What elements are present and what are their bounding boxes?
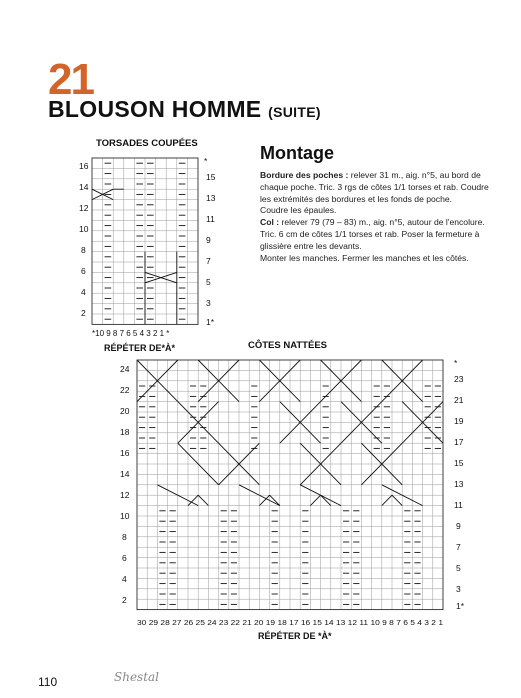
chart2-left-label: 20 — [120, 406, 130, 416]
chart2-right-label: 5 — [456, 563, 461, 573]
cable-stroke — [321, 495, 331, 505]
chart1-left-label: 12 — [79, 203, 89, 213]
chart1-left-label: 14 — [79, 182, 89, 192]
cable-stroke — [310, 495, 320, 505]
montage-heading: Montage — [260, 143, 334, 163]
chart1-right-label: 7 — [206, 256, 211, 266]
cable-stroke — [392, 495, 402, 505]
chart2-right-label: 19 — [454, 416, 464, 426]
chart2-left-label: 18 — [120, 427, 130, 437]
montage-p3-label: Col : — [260, 217, 280, 228]
chart2-right-label: * — [454, 358, 458, 368]
chart2-left-label: 10 — [120, 511, 130, 521]
chart1-left-label: 8 — [81, 245, 86, 255]
chart2-left-label: 16 — [120, 448, 130, 458]
chart2-right-label: 9 — [456, 521, 461, 531]
chart1-right-label: * — [204, 156, 208, 166]
montage-p4: Monter les manches. Fermer les manches et les côtés. — [260, 252, 469, 263]
chart2-left-label: 14 — [120, 469, 130, 479]
chart2-left-label: 2 — [122, 595, 127, 605]
chart1-right-label: 11 — [206, 214, 215, 224]
chart2-right-label: 7 — [456, 542, 461, 552]
chart2-title: CÔTES NATTÉES — [248, 340, 327, 351]
chart2-left-label: 22 — [120, 385, 130, 395]
montage-p2: Coudre les épaules. — [260, 205, 337, 216]
chart2-right-label: 11 — [454, 500, 463, 510]
chart2-repeat: RÉPÉTER DE *À* — [258, 631, 332, 641]
chart1-bottom-labels: *10 9 8 7 6 5 4 3 2 1 * — [92, 329, 170, 338]
chart2-right-label: 13 — [454, 479, 464, 489]
page-title — [48, 96, 321, 125]
montage-text — [260, 170, 500, 264]
chart1-right-label: 13 — [206, 193, 216, 203]
cable-stroke — [198, 495, 208, 505]
title-main: BLOUSON HOMME — [48, 96, 262, 122]
pattern-number: 21 — [48, 55, 93, 104]
chart1-right-label: 1* — [206, 317, 215, 327]
cable-stroke — [270, 495, 280, 505]
chart1-repeat: RÉPÉTER DE*À* — [104, 343, 176, 353]
cable-stroke — [382, 495, 392, 505]
signature: Shestal — [114, 670, 160, 684]
chart2-left-label: 24 — [120, 364, 130, 374]
chart1-right-label: 9 — [206, 235, 211, 245]
chart1-right-label: 3 — [206, 298, 211, 308]
chart1-left-label: 2 — [81, 308, 86, 318]
chart1-left-label: 4 — [81, 287, 86, 297]
montage-p1-text: relever 31 m., aig. n°5, au bord de chaque poche. Tric. 3 rgs de côtes 1/1 torses et rab. Coudre les extrémités des bordures et les fonds de poche. — [260, 170, 489, 204]
chart2-left-label: 12 — [120, 490, 130, 500]
chart2-right-label: 15 — [454, 458, 464, 468]
chart2-right-label: 1* — [456, 601, 465, 611]
chart2-right-label: 17 — [454, 437, 464, 447]
chart2-right-label: 21 — [454, 395, 464, 405]
chart1-left-label: 16 — [79, 161, 89, 171]
chart2-left-label: 8 — [122, 532, 127, 542]
chart2-left-label: 4 — [122, 574, 127, 584]
title-suffix: (SUITE) — [268, 104, 321, 120]
chart1-title: TORSADES COUPÉES — [96, 138, 198, 149]
chart1-left-label: 6 — [81, 266, 86, 276]
cable-stroke — [259, 495, 269, 505]
chart2-right-label: 3 — [456, 584, 461, 594]
montage-p1-label: Bordure des poches : — [260, 170, 349, 180]
chart2-bottom-labels: 30 29 28 27 26 25 24 23 22 21 20 19 18 17 16 15 14 13 12 11 10 9 8 7 6 5 4 3 2 1 — [137, 618, 443, 627]
chart2-grid — [110, 352, 480, 652]
chart2-right-label: 23 — [454, 374, 464, 384]
page-number: 110 — [38, 675, 58, 689]
montage-p3-text: relever 79 (79 – 83) m., aig. n°5, autour de l'encolure. Tric. 6 cm de côtes 1/1 torses et rab. Poser la fermeture à glissière entre les devants. — [260, 217, 485, 251]
chart1-grid — [70, 150, 230, 355]
chart1-right-label: 15 — [206, 172, 216, 182]
cable-stroke — [188, 495, 198, 505]
chart1-right-label: 5 — [206, 277, 211, 287]
chart2-left-label: 6 — [122, 553, 127, 563]
chart1-left-label: 10 — [79, 224, 89, 234]
